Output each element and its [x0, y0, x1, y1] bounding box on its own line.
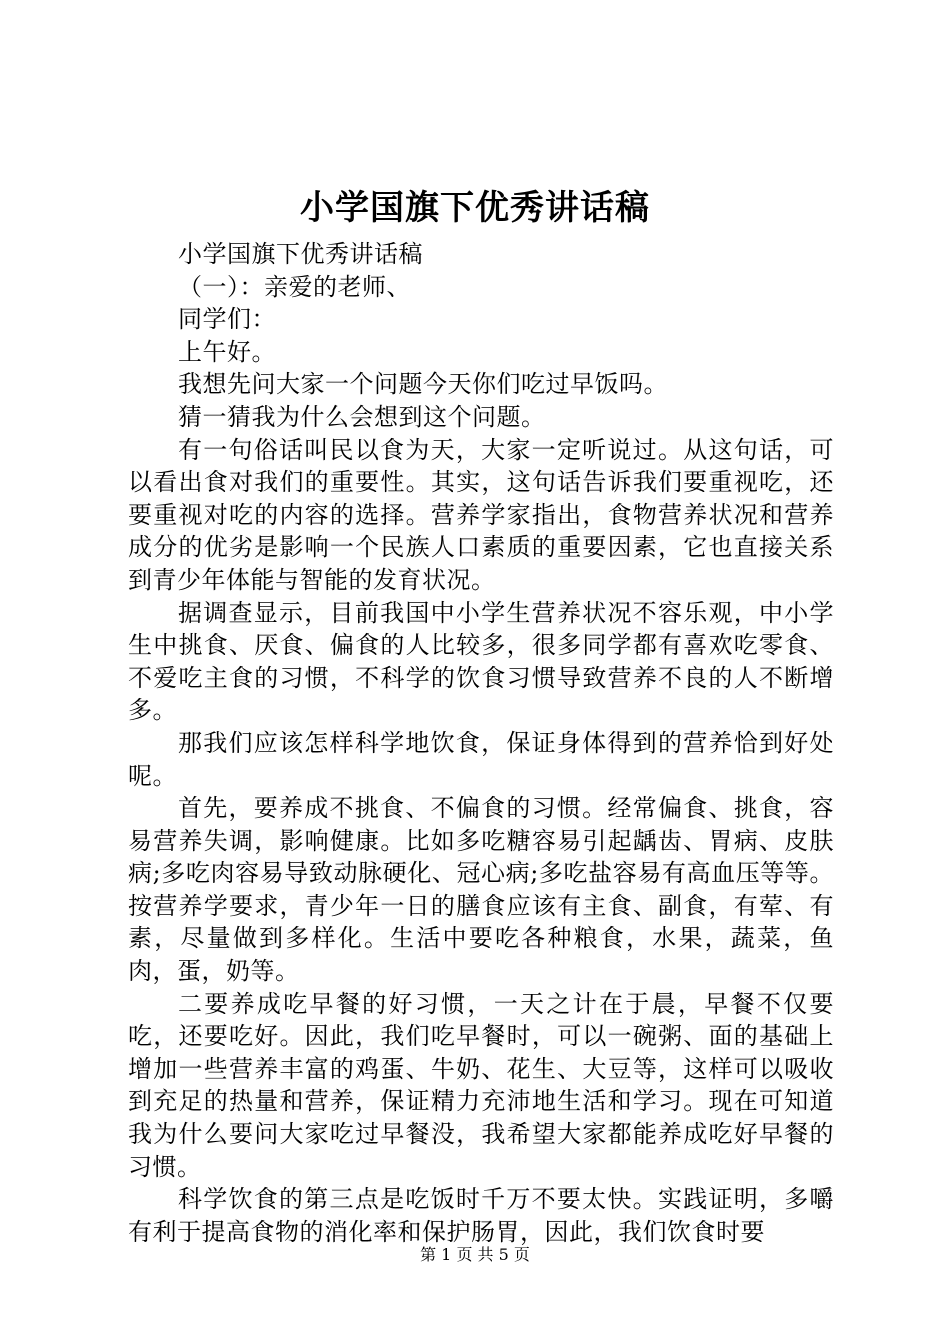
paragraph: 据调查显示，目前我国中小学生营养状况不容乐观，中小学生中挑食、厌食、偏食的人比较多，很多同学都有喜欢吃零食、不爱吃主食的习惯，不科学的饮食习惯导致营养不良的人不断增多。 [128, 598, 834, 725]
document-body [128, 238, 834, 1248]
document-title: 小学国旗下优秀讲话稿 [300, 188, 650, 228]
paragraph: 我想先问大家一个问题今天你们吃过早饭吗。 [178, 370, 668, 399]
paragraph: 科学饮食的第三点是吃饭时千万不要太快。实践证明，多嚼有利于提高食物的消化率和保护肠胃，因此，我们饮食时要 [128, 1185, 834, 1246]
paragraph-greeting: 上午好。 [178, 337, 276, 366]
paragraph-salutation-2: 同学们： [178, 305, 276, 334]
paragraph-salutation: （一）：亲爱的老师、 [178, 272, 411, 301]
paragraph: 首先，要养成不挑食、不偏食的习惯。经常偏食、挑食，容易营养失调，影响健康。比如多吃糖容易引起龋齿、胃病、皮肤病;多吃肉容易导致动脉硬化、冠心病;多吃盐容易有高血压等等。按营养学要求，青少年一日的膳食应该有主食、副食，有荤、有素，尽量做到多样化。生活中要吃各种粮食，水果，蔬菜，鱼肉，蛋，奶等。 [128, 794, 834, 986]
paragraph: 有一句俗话叫民以食为天，大家一定听说过。从这句话，可以看出食对我们的重要性。其实，这句话告诉我们要重视吃，还要重视对吃的内容的选择。营养学家指出，食物营养状况和营养成分的优劣是影响一个民族人口素质的重要因素，它也直接关系到青少年体能与智能的发育状况。 [128, 435, 834, 594]
paragraph: 猜一猜我为什么会想到这个问题。 [178, 402, 546, 431]
page-number-footer: 第 1 页 共 5 页 [420, 1245, 530, 1264]
paragraph: 二要养成吃早餐的好习惯，一天之计在于晨，早餐不仅要吃，还要吃好。因此，我们吃早餐时，可以一碗粥、面的基础上增加一些营养丰富的鸡蛋、牛奶、花生、大豆等，这样可以吸收到充足的热量和营养，保证精力充沛地生活和学习。现在可知道我为什么要问大家吃过早餐没，我希望大家都能养成吃好早餐的习惯。 [128, 989, 834, 1181]
paragraph: 那我们应该怎样科学地饮食，保证身体得到的营养恰到好处呢。 [128, 728, 834, 790]
paragraph-heading: 小学国旗下优秀讲话稿 [178, 240, 423, 268]
